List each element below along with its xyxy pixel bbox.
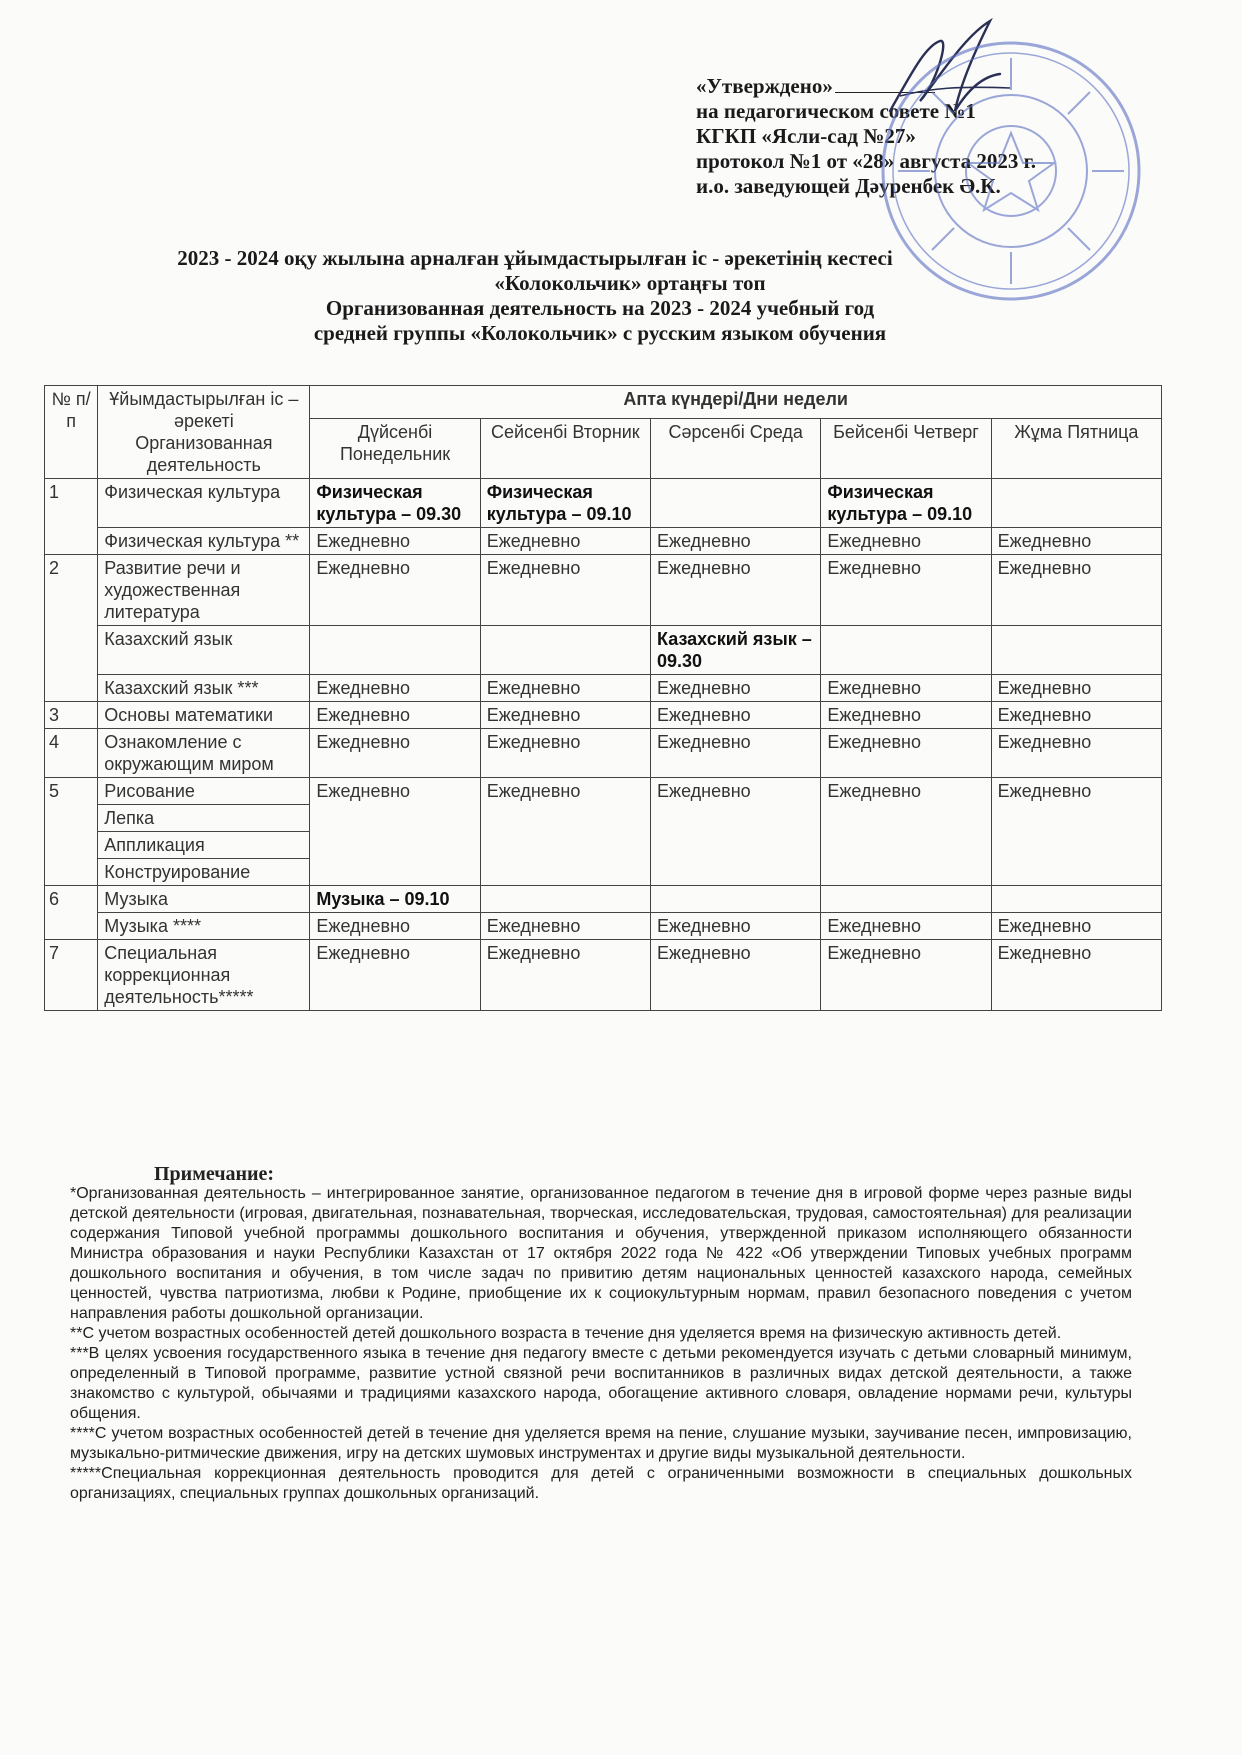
activity-cell: Специальная коррекционная деятельность***** <box>98 940 310 1011</box>
cell-mon: Физическая культура – 09.30 <box>310 479 480 528</box>
table-row <box>45 940 1162 1011</box>
cell-tue: Ежедневно <box>480 729 650 778</box>
cell-mon: Ежедневно <box>310 528 480 555</box>
cell-tue: Ежедневно <box>480 913 650 940</box>
cell-fri: Ежедневно <box>991 729 1161 778</box>
activity-cell: Казахский язык <box>98 626 310 675</box>
cell-mon: Ежедневно <box>310 555 480 626</box>
title-ru-line1: Организованная деятельность на 2023 - 2024 учебный год <box>325 296 875 320</box>
cell-wed: Ежедневно <box>651 702 821 729</box>
cell-thu <box>821 886 991 913</box>
cell-tue: Ежедневно <box>480 675 650 702</box>
cell-tue <box>480 626 650 675</box>
cell-wed: Ежедневно <box>651 729 821 778</box>
cell-thu <box>821 626 991 675</box>
cell-fri: Ежедневно <box>991 913 1161 940</box>
cell-wed <box>651 479 821 528</box>
activity-cell: Развитие речи и художественная литература <box>98 555 310 626</box>
activity-cell: Рисование <box>98 778 310 805</box>
cell-fri: Ежедневно <box>991 940 1161 1011</box>
cell-fri <box>991 479 1161 528</box>
cell-fri: Ежедневно <box>991 702 1161 729</box>
cell-mon: Музыка – 09.10 <box>310 886 480 913</box>
cell-thu: Ежедневно <box>821 913 991 940</box>
notes-heading: Примечание: <box>154 1163 275 1185</box>
cell-thu: Ежедневно <box>821 778 991 886</box>
cell-mon: Ежедневно <box>310 702 480 729</box>
activity-cell: Конструирование <box>98 859 310 886</box>
cell-tue: Ежедневно <box>480 555 650 626</box>
approval-head: и.о. заведующей Дәуренбек Ә.К. <box>696 174 1001 198</box>
header-fri: Жұма Пятница <box>991 419 1161 479</box>
approval-org: КГКП «Ясли-сад №27» <box>696 124 916 148</box>
approval-council: на педагогическом совете №1 <box>696 99 976 123</box>
note-4: ****С учетом возрастных особенностей детей в течение дня уделяется время на пение, слушание музыки, заучивание песен, импровизацию, музыкально-ритмические движения, игру на детских шумовых инструментах и другие виды музыкальной деятельности. <box>70 1425 1132 1462</box>
table-row <box>45 778 1162 805</box>
activity-cell: Физическая культура <box>98 479 310 528</box>
title-ru-line2: средней группы «Колокольчик» с русским языком обучения <box>313 321 887 345</box>
cell-wed: Ежедневно <box>651 555 821 626</box>
cell-thu: Ежедневно <box>821 675 991 702</box>
table-row <box>45 675 1162 702</box>
cell-tue: Ежедневно <box>480 702 650 729</box>
header-activity: Ұйымдастырылған іс – әрекеті Организованная деятельность <box>98 386 310 479</box>
cell-fri <box>991 886 1161 913</box>
cell-tue: Ежедневно <box>480 528 650 555</box>
cell-mon: Ежедневно <box>310 913 480 940</box>
cell-thu: Ежедневно <box>821 729 991 778</box>
cell-wed: Ежедневно <box>651 913 821 940</box>
table-row <box>45 913 1162 940</box>
table-row <box>45 702 1162 729</box>
table-row <box>45 729 1162 778</box>
row-num: 4 <box>45 729 98 778</box>
approval-protocol: протокол №1 от «28» августа 2023 г. <box>696 149 1037 173</box>
header-mon: Дүйсенбі Понедельник <box>310 419 480 479</box>
note-3: ***В целях усвоения государственного языка в течение дня педагогу вместе с детьми рекомендуется изучать с детьми словарный минимум, определенный в Типовой программе, развитие устной связной речи воспитанников в различных видах детской деятельности, а также знакомство с культурой, обычаями и традициями казахского народа, обогащение активного словаря, овладение нормами речи, культуры общения. <box>70 1345 1132 1422</box>
row-num: 1 <box>45 479 98 555</box>
cell-fri: Ежедневно <box>991 555 1161 626</box>
cell-wed: Казахский язык – 09.30 <box>651 626 821 675</box>
activity-cell: Основы математики <box>98 702 310 729</box>
table-row <box>45 555 1162 626</box>
row-num: 7 <box>45 940 98 1011</box>
cell-mon: Ежедневно <box>310 729 480 778</box>
note-5: *****Специальная коррекционная деятельность проводится для детей с ограниченными возможности в специальных дошкольных организациях, специальных группах дошкольных организаций. <box>70 1465 1132 1502</box>
activity-cell: Физическая культура ** <box>98 528 310 555</box>
activity-cell: Музыка <box>98 886 310 913</box>
note-1: *Организованная деятельность – интегрированное занятие, организованное педагогом в течение дня в игровой форме через разные виды детской деятельности (игровая, двигательная, познавательная, творческая, исследовательская, трудовая, самостоятельная) для реализации содержания Типовой учебной программы дошкольного воспитания и обучения, утвержденной приказом исполняющего обязанности Министра образования и науки Республики Казахстан от 17 октября 2022 года № 422 «Об утверждении Типовых учебных программ дошкольного воспитания и обучения, в том числе задач по привитию детям национальных ценностей казахского народа, семейных ценностей, чувства патриотизма, любви к Родине, приобщение их к социокультурным нормам, правил безопасного поведения с учетом направления работы дошкольной организации. <box>70 1185 1132 1322</box>
cell-tue: Физическая культура – 09.10 <box>480 479 650 528</box>
activity-cell: Лепка <box>98 805 310 832</box>
cell-mon: Ежедневно <box>310 675 480 702</box>
row-num: 2 <box>45 555 98 702</box>
header-days: Апта күндері/Дни недели <box>310 386 1162 419</box>
cell-wed: Ежедневно <box>651 528 821 555</box>
cell-wed: Ежедневно <box>651 675 821 702</box>
row-num: 3 <box>45 702 98 729</box>
row-num: 5 <box>45 778 98 886</box>
cell-thu: Ежедневно <box>821 702 991 729</box>
note-2: **С учетом возрастных особенностей детей дошкольного возраста в течение дня уделяется время на физическую активность детей. <box>70 1325 1062 1342</box>
document-title <box>60 246 1140 346</box>
cell-thu: Ежедневно <box>821 940 991 1011</box>
notes-section <box>70 1164 1132 1504</box>
cell-fri: Ежедневно <box>991 778 1161 886</box>
header-num: № п/п <box>45 386 98 479</box>
cell-fri: Ежедневно <box>991 528 1161 555</box>
cell-thu: Ежедневно <box>821 528 991 555</box>
cell-mon <box>310 626 480 675</box>
cell-thu: Физическая культура – 09.10 <box>821 479 991 528</box>
schedule-table <box>44 385 1162 1011</box>
cell-tue: Ежедневно <box>480 940 650 1011</box>
table-row <box>45 479 1162 528</box>
header-thu: Бейсенбі Четверг <box>821 419 991 479</box>
cell-mon: Ежедневно <box>310 778 480 886</box>
title-kk-line1: 2023 - 2024 оқу жылына арналған ұйымдастырылған іс - әрекетінің кестесі <box>177 246 893 270</box>
activity-cell: Музыка **** <box>98 913 310 940</box>
cell-wed: Ежедневно <box>651 940 821 1011</box>
row-num: 6 <box>45 886 98 940</box>
header-tue: Сейсенбі Вторник <box>480 419 650 479</box>
table-row <box>45 528 1162 555</box>
title-kk-line2: «Колокольчик» ортаңғы топ <box>494 271 766 295</box>
activity-cell: Казахский язык *** <box>98 675 310 702</box>
table-row <box>45 886 1162 913</box>
cell-fri: Ежедневно <box>991 675 1161 702</box>
cell-thu: Ежедневно <box>821 555 991 626</box>
cell-wed: Ежедневно <box>651 778 821 886</box>
table-header-row <box>45 386 1162 419</box>
table-row <box>45 626 1162 675</box>
cell-wed <box>651 886 821 913</box>
cell-tue <box>480 886 650 913</box>
approval-label: «Утверждено» <box>696 74 833 98</box>
cell-mon: Ежедневно <box>310 940 480 1011</box>
activity-cell: Ознакомление с окружающим миром <box>98 729 310 778</box>
cell-tue: Ежедневно <box>480 778 650 886</box>
cell-fri <box>991 626 1161 675</box>
header-wed: Сәрсенбі Среда <box>651 419 821 479</box>
activity-cell: Аппликация <box>98 832 310 859</box>
